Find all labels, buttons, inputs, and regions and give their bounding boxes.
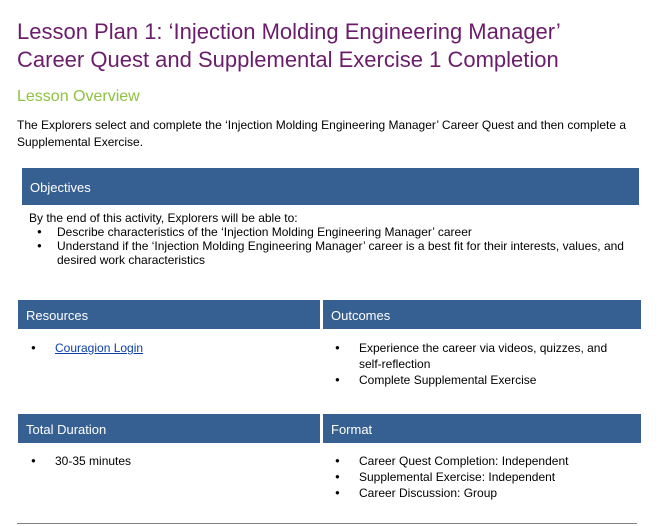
outcomes-body — [329, 340, 629, 388]
resource-item — [55, 340, 315, 356]
format-item: ● Career Quest Completion: Independent — [359, 453, 629, 469]
page-title — [17, 18, 657, 74]
outcomes-header: Outcomes — [323, 300, 641, 329]
format-body — [329, 453, 629, 501]
resources-header: Resources — [18, 300, 320, 329]
objective-item: ● Understand if the ‘Injection Molding Engineering Manager’ career is a best fit for their interests, values, and desired work characteristics — [57, 239, 639, 267]
lesson-overview-text: The Explorers select and complete the ‘Injection Molding Engineering Manager’ Career Quest and then complete a Supplemental Exercise. — [17, 118, 627, 149]
objectives-intro: By the end of this activity, Explorers will be able to: — [29, 211, 298, 225]
page-title-line-2: Career Quest and Supplemental Exercise 1 Completion — [17, 47, 559, 72]
page-title-line-1: Lesson Plan 1: ‘Injection Molding Engineering Manager’ — [17, 19, 561, 44]
lesson-overview-heading: Lesson Overview — [17, 88, 140, 105]
format-item: ● Career Discussion: Group — [359, 485, 629, 501]
objectives-body — [29, 211, 639, 267]
objectives-header: Objectives — [22, 168, 639, 205]
format-list — [329, 453, 629, 501]
resources-body — [25, 340, 315, 356]
total-duration-header: Total Duration — [18, 414, 320, 443]
outcome-item: ● Experience the career via videos, quizzes, and self-reflection — [359, 340, 629, 372]
format-item: ● Supplemental Exercise: Independent — [359, 469, 629, 485]
duration-item: ● 30-35 minutes — [55, 453, 315, 469]
duration-body — [25, 453, 315, 469]
objective-item: ● Describe characteristics of the ‘Injection Molding Engineering Manager’ career — [57, 225, 639, 239]
duration-list — [25, 453, 315, 469]
resources-list — [25, 340, 315, 356]
outcome-item: ● Complete Supplemental Exercise — [359, 372, 629, 388]
outcomes-list — [329, 340, 629, 388]
format-header: Format — [323, 414, 641, 443]
couragion-login-link[interactable]: Couragion Login — [55, 341, 144, 355]
bottom-divider — [17, 523, 637, 524]
objectives-list — [29, 225, 639, 267]
